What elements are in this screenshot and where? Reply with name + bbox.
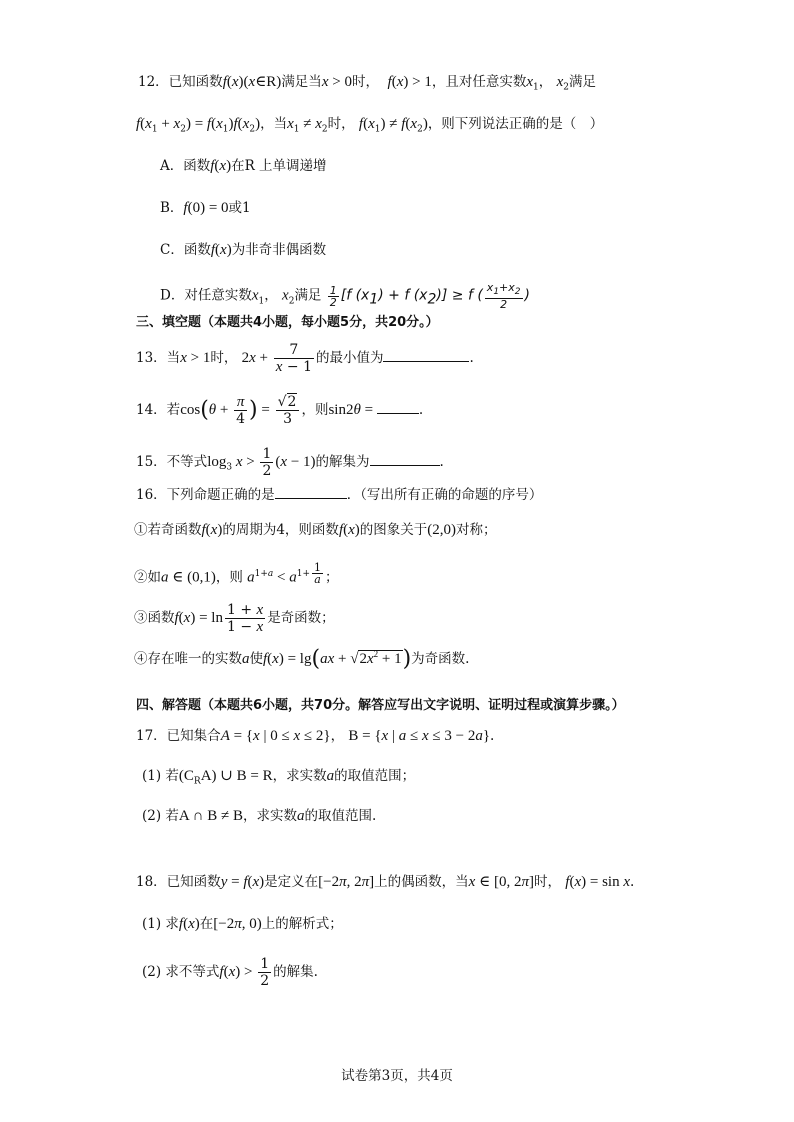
page-footer: 试卷第3页，共4页: [341, 1068, 453, 1084]
q18-stem: 18．已知函数y = f(x)是定义在[−2π, 2π]上的偶函数，当x ∈ [0, 2π]时， f(x) = sin x.: [136, 874, 635, 890]
q13: 13．当x > 1时， 2x + $\frac{7}{x - 1}$ 的最小值为 .: [136, 342, 474, 375]
q12-option-a: A．函数f(x)在R 上单调递增: [160, 158, 327, 174]
q12-option-c: C．函数f(x)为非奇非偶函数: [160, 242, 327, 258]
q16-stem: 16．下列命题正确的是 ．（写出所有正确的命题的序号）: [136, 484, 542, 505]
q12-line1: 12．已知函数f(x)(x∈R)满足当x > 0时， f(x) > 1，且对任意实数$x_1$， $x_2$满足: [138, 74, 596, 93]
q16-item-3: ③函数f(x) = ln $\frac{1 + x}{1 - x}$ 是奇函数；: [134, 602, 335, 635]
q16-item-4: ④存在唯一的实数a使$f(x) = \lg(ax + √2x^2 + 1)$为奇函数.: [134, 646, 470, 672]
q17-stem: 17．已知集合A = {x | 0 ≤ x ≤ 2}， B = {x | a ≤ x ≤ 3 − 2a}.: [136, 728, 495, 744]
answer-blank[interactable]: [370, 451, 440, 466]
q16-item-1: ①若奇函数f(x)的周期为4，则函数f(x)的图象关于(2,0)对称；: [134, 522, 497, 538]
q18-part-1: (1) 求f(x)在[−2π, 0)上的解析式；: [142, 916, 343, 932]
q12-option-b: B．f(0) = 0或1: [160, 200, 251, 216]
q17-part-1: (1) 若$(C_RA)$ ∪ B = R，求实数a的取值范围；: [142, 768, 416, 787]
q16-item-2: ②如a ∈ (0,1)，则 $a^{1+a} < a^{1+ \frac{1}{a}}$ ；: [134, 561, 339, 586]
section-3-heading: 三、填空题（本题共4小题，每小题5分，共20分。）: [136, 315, 439, 330]
answer-blank[interactable]: [383, 347, 469, 362]
answer-blank[interactable]: [377, 399, 419, 414]
q12-option-d: D．对任意实数$x_1$， $x_2$满足 $\frac{1}{2}$ [f $(x_1) + f$ $(x_2)] \ge f$ ( $\frac{x_1+x_2}{2}$ ): [160, 281, 530, 312]
q15: 15．不等式$\log_3 x$ > $\frac{1}{2}$ (x − 1)的解集为 .: [136, 446, 444, 479]
q14: 14．若cos(θ + $\frac{\pi}{4}$ ) = $\frac{√2}{3}$ ，则sin2θ = .: [136, 394, 424, 427]
answer-blank[interactable]: [275, 484, 347, 499]
q17-part-2: (2) 若A ∩ B ≠ B，求实数a的取值范围.: [142, 808, 377, 824]
q18-part-2: (2) 求不等式f(x) > $\frac{1}{2}$ 的解集.: [142, 956, 318, 989]
q12-line2: $f(x_1 + x_2) = f(x_1)f(x_2)$，当$x_1 \ne x_2$时， $f(x_1) \ne f(x_2)$，则下列说法正确的是（ ）: [136, 116, 604, 135]
section-4-heading: 四、解答题（本题共6小题，共70分。解答应写出文字说明、证明过程或演算步骤。）: [136, 698, 625, 713]
